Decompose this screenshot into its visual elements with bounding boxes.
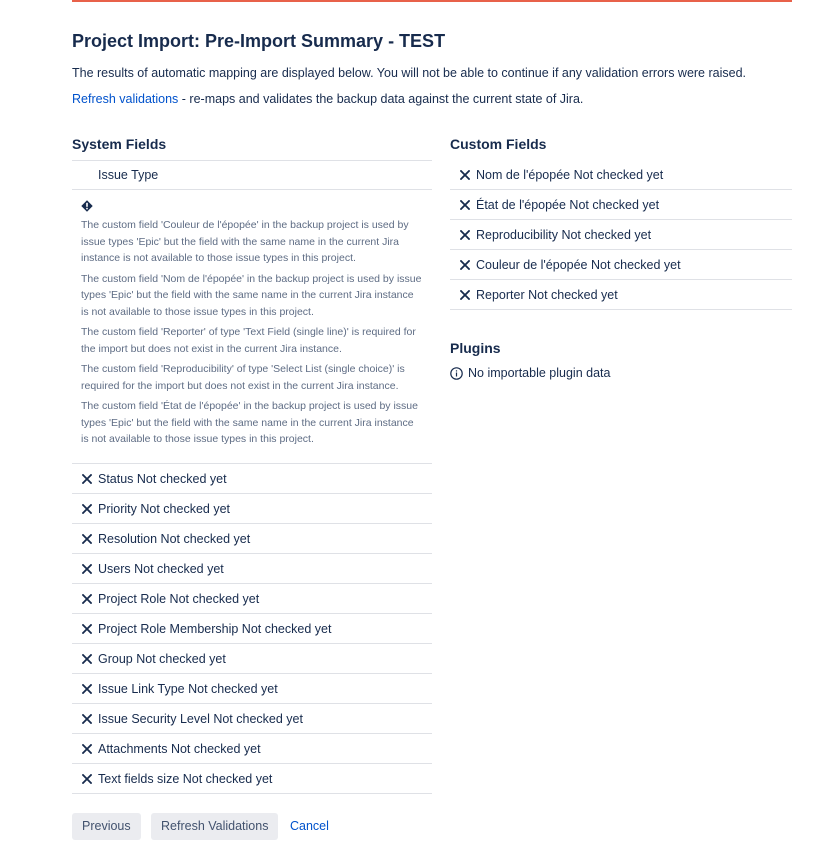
- field-row: [72, 464, 432, 494]
- field-row: [450, 190, 792, 220]
- field-row-label: Text fields size Not checked yet: [98, 771, 273, 786]
- field-row: [450, 280, 792, 310]
- cancel-link[interactable]: Cancel: [290, 819, 329, 833]
- refresh-description: - re-maps and validates the backup data against the current state of Jira.: [178, 92, 584, 106]
- field-row-label: Couleur de l'épopée Not checked yet: [476, 257, 681, 272]
- system-fields-list: [72, 160, 432, 794]
- field-row: [72, 644, 432, 674]
- error-message: The custom field 'État de l'épopée' in the backup project is used by issue types 'Epic' but the field with the same name in the current Jira instance is not available to those issue types in this project.: [81, 400, 418, 445]
- refresh-validations-link[interactable]: Refresh validations: [72, 92, 179, 106]
- close-icon: [460, 290, 470, 300]
- field-row: [450, 250, 792, 280]
- close-icon: [82, 624, 92, 634]
- close-icon: [460, 200, 470, 210]
- close-icon: [82, 774, 92, 784]
- field-row: [72, 584, 432, 614]
- error-message: The custom field 'Nom de l'épopée' in the backup project is used by issue types 'Epic' but the field with the same name in the current Jira instance is not available to those issue types in this project.: [81, 272, 422, 318]
- field-row-label: Issue Link Type Not checked yet: [98, 681, 278, 696]
- close-icon: [460, 230, 470, 240]
- field-row: [72, 524, 432, 554]
- close-icon: [460, 170, 470, 180]
- field-row: [72, 764, 432, 794]
- system-fields-title: System Fields: [72, 136, 167, 152]
- field-row: [72, 674, 432, 704]
- field-row: [450, 220, 792, 250]
- field-row-label: Group Not checked yet: [98, 651, 226, 666]
- plugins-info: [450, 366, 610, 380]
- custom-fields-list: [450, 160, 792, 310]
- plugins-message: No importable plugin data: [468, 366, 611, 380]
- field-row: [450, 160, 792, 190]
- top-accent-rule: [72, 0, 792, 2]
- close-icon: [82, 504, 92, 514]
- issue-type-label: Issue Type: [98, 168, 159, 182]
- field-row-label: Project Role Membership Not checked yet: [98, 621, 332, 636]
- close-icon: [82, 714, 92, 724]
- error-message: The custom field 'Reporter' of type 'Text Field (single line)' is required for the import but does not exist in the current Jira instance.: [81, 326, 416, 355]
- previous-button[interactable]: Previous: [72, 813, 141, 840]
- field-row: [72, 614, 432, 644]
- field-row: [72, 554, 432, 584]
- error-message: The custom field 'Couleur de l'épopée' in the backup project is used by issue types 'Epic' but the field with the same name in the current Jira instance is not available to those issue types in this project.: [81, 219, 409, 264]
- field-row-label: Resolution Not checked yet: [98, 531, 251, 546]
- close-icon: [82, 534, 92, 544]
- field-row-label: Nom de l'épopée Not checked yet: [476, 167, 664, 182]
- validation-errors: [72, 190, 432, 464]
- field-row: [72, 734, 432, 764]
- close-icon: [82, 474, 92, 484]
- field-row-label: Issue Security Level Not checked yet: [98, 711, 303, 726]
- error-message: The custom field 'Reproducibility' of type 'Select List (single choice)' is required for the import but does not exist in the current Jira instance.: [81, 363, 405, 392]
- error-icon: [81, 199, 93, 211]
- close-icon: [460, 260, 470, 270]
- custom-fields-title: Custom Fields: [450, 136, 547, 152]
- field-row-label: Project Role Not checked yet: [98, 591, 260, 606]
- issue-type-row: [72, 160, 432, 190]
- field-row: [72, 704, 432, 734]
- field-row-label: État de l'épopée Not checked yet: [476, 197, 660, 212]
- refresh-line: [72, 92, 583, 106]
- field-row-label: Priority Not checked yet: [98, 501, 230, 516]
- field-row: [72, 494, 432, 524]
- plugins-title: Plugins: [450, 340, 501, 356]
- close-icon: [82, 594, 92, 604]
- close-icon: [82, 684, 92, 694]
- close-icon: [82, 744, 92, 754]
- field-row-label: Users Not checked yet: [98, 561, 224, 576]
- field-row-label: Attachments Not checked yet: [98, 741, 261, 756]
- close-icon: [82, 564, 92, 574]
- field-row-label: Reporter Not checked yet: [476, 287, 618, 302]
- page-title: Project Import: Pre-Import Summary - TEST: [72, 31, 446, 51]
- info-icon: [450, 367, 463, 380]
- field-row-label: Status Not checked yet: [98, 471, 227, 486]
- field-row-label: Reproducibility Not checked yet: [476, 227, 652, 242]
- refresh-validations-button[interactable]: Refresh Validations: [151, 813, 278, 840]
- intro-text: The results of automatic mapping are displayed below. You will not be able to continue if any validation errors were raised.: [72, 66, 746, 80]
- close-icon: [82, 654, 92, 664]
